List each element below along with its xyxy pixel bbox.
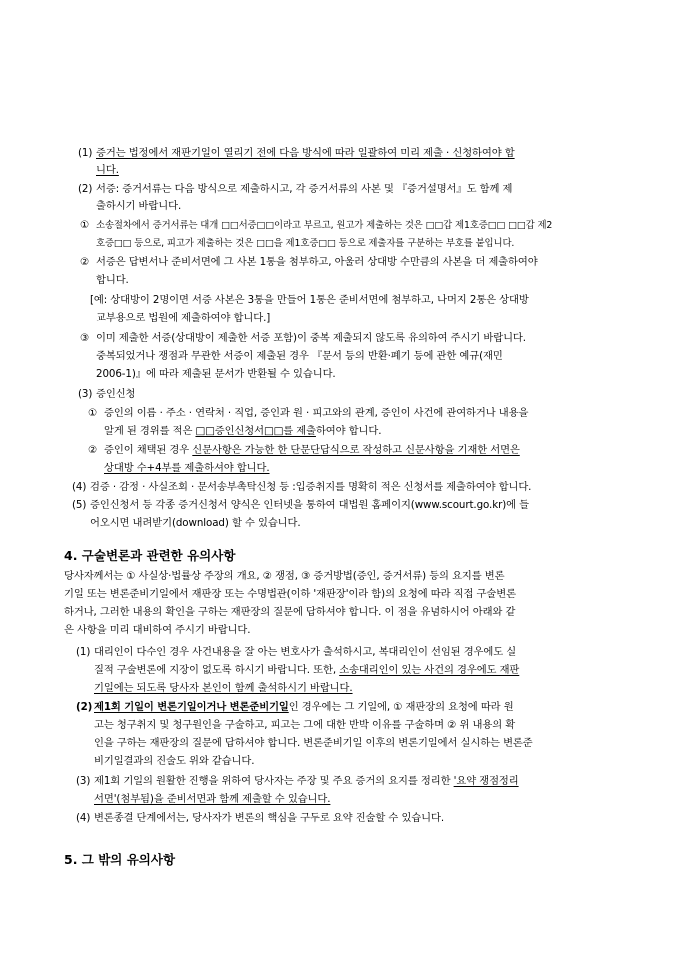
documentary-evidence-lead: 서증: 증거서류는 다음 방식으로 제출하시고, 각 증거서류의 사본 및 『증거설명서』도 함께 제: [96, 183, 513, 195]
item-text: 비기일결과의 진술도 위와 같습니다.: [94, 755, 255, 767]
text-run: 알게 된 경위를 적은: [104, 425, 196, 437]
sub-item-text: 중복되었거나 쟁점과 무관한 서증이 제출된 경우 『문서 등의 반환·폐기 등에 관한 예규(재민: [96, 350, 503, 362]
underlined-run: '요약 쟁점정리: [453, 775, 519, 787]
sub-item-text: 2006-1)』에 따라 제출된 문서가 반환될 수 있습니다.: [96, 368, 336, 380]
intro-line: 당사자께서는 ① 사실상·법률상 주장의 개요, ② 쟁점, ③ 증거방법(증인, 증거서류) 등의 요지를 변론: [64, 570, 505, 582]
evidence-notice-line: 증거는 법정에서 재판기일이 열리기 전에 다음 방식에 따라 일괄하여 미리 제출 · 신청하여야 합: [96, 147, 515, 159]
sub-marker: ②: [88, 444, 98, 456]
sub-marker: ②: [80, 256, 90, 268]
item-marker: (5): [72, 499, 87, 511]
sub-item-text: 호증□□ 등으로, 피고가 제출하는 것은 □□을 제1호증□□ 등으로 제출자를 구분하는 부호를 붙입니다.: [96, 238, 515, 249]
intro-line: 기일 또는 변론준비기일에서 재판장 또는 수명법관(이하 '재판장'이라 함)의 요청에 따라 직접 구술변론: [64, 588, 516, 600]
item-text: 대리인이 다수인 경우 사건내용을 잘 아는 변호사가 출석하시고, 복대리인이 선임된 경우에도 실: [94, 646, 517, 658]
item-marker: (2): [76, 701, 93, 713]
text-run: 제1회 기일의 원활한 진행을 위하여 당사자는 주장 및 주요 증거의 요지를 정리한: [94, 775, 454, 787]
section-heading: 5. 그 밖의 유의사항: [64, 852, 176, 867]
intro-line: 은 사항을 미리 대비하여 주시기 바랍니다.: [64, 624, 251, 636]
item-text: [94, 700, 514, 715]
text-run: 인 경우에는 그 기일에, ① 재판장의 요청에 따라 원: [288, 701, 514, 713]
bold-run: 제1회 기일이 변론기일이거나 변론준비기일: [94, 701, 289, 713]
sub-item-text: 서증은 답변서나 준비서면에 그 사본 1통을 첨부하고, 아울러 상대방 수만큼의 사본을 더 제출하여야: [96, 256, 538, 268]
section-heading: 4. 구술변론과 관련한 유의사항: [64, 548, 236, 563]
documentary-evidence-lead: 출하시기 바랍니다.: [96, 200, 182, 212]
item-text: [94, 774, 519, 789]
item-marker: (1): [76, 646, 91, 658]
item-marker: (4): [76, 812, 91, 824]
sub-marker: ①: [88, 407, 98, 419]
text-run: 질적 구술변론에 지장이 없도록 하시기 바랍니다. 또한,: [94, 664, 340, 676]
item-marker: (3): [76, 775, 91, 787]
item-marker: (4): [72, 481, 87, 493]
sub-marker: ①: [80, 219, 90, 231]
witness-application-title: 증인신청: [96, 388, 136, 400]
sub-item-text: [104, 443, 520, 458]
underlined-run: 신문사항은 가능한 한 단문단답식으로 작성하고 신문사항을 기재한 서면은: [192, 444, 520, 456]
sub-item-text: 합니다.: [96, 274, 129, 286]
underlined-run: □□증인신청서□□를 제출: [195, 425, 316, 437]
item-text: 검증 · 감정 · 사실조회 · 문서송부촉탁신청 등 :입증취지를 명확히 적은 신청서를 제출하여야 합니다.: [90, 481, 532, 493]
sub-item-text: [104, 424, 381, 439]
sub-item-text: 증인의 이름 · 주소 · 연락처 · 직업, 증인과 원 · 피고와의 관계, 증인이 사건에 관여하거나 내용을: [104, 407, 529, 419]
item-marker: (1): [78, 147, 93, 159]
item-marker: (3): [78, 388, 93, 400]
item-text: 기일에는 되도록 당사자 본인이 함께 출석하시기 바랍니다.: [94, 682, 353, 694]
sub-item-text: 소송절차에서 증거서류는 대개 □□서증□□이라고 부르고, 원고가 제출하는 것은 □□갑 제1호증□□ □□갑 제2: [96, 220, 553, 231]
item-marker: (2): [78, 183, 93, 195]
example-note: [예: 상대방이 2명이면 서증 사본은 3통을 만들어 1통은 준비서면에 첨부하고, 나머지 2통은 상대방: [90, 294, 529, 306]
item-text: 증인신청서 등 각종 증거신청서 양식은 인터넷을 통하여 대법원 홈페이지(www.scourt.go.kr)에 들: [90, 499, 530, 511]
item-text: [94, 663, 519, 678]
item-text: 고는 청구취지 및 청구원인을 구술하고, 피고는 그에 대한 반박 이유를 구술하며 ② 위 내용의 확: [94, 719, 516, 731]
sub-marker: ③: [80, 332, 90, 344]
example-note: 교부용으로 법원에 제출하여야 합니다.]: [96, 312, 271, 324]
underlined-run: 소송대리인이 있는 사건의 경우에도 재판: [339, 664, 520, 676]
text-run: 하여야 합니다.: [315, 425, 382, 437]
evidence-notice-line: 니다.: [96, 164, 119, 176]
item-text: 변론종결 단계에서는, 당사자가 변론의 핵심을 구두로 요약 진술할 수 있습니다.: [94, 812, 444, 824]
item-text: 인을 구하는 재판장의 질문에 답하셔야 합니다. 변론준비기일 이후의 변론기일에서 실시하는 변론준: [94, 737, 533, 749]
sub-item-text: 이미 제출한 서증(상대방이 제출한 서증 포함)이 중복 제출되지 않도록 유의하여 주시기 바랍니다.: [96, 332, 526, 344]
text-run: 증인이 채택된 경우: [104, 444, 193, 456]
item-text: 어오시면 내려받기(download) 할 수 있습니다.: [90, 517, 301, 529]
sub-item-text: 상대방 수+4부를 제출하셔야 합니다.: [104, 462, 270, 474]
item-text: 서면'(첨부됨)을 준비서면과 함께 제출할 수 있습니다.: [94, 793, 331, 805]
intro-line: 하거나, 그러한 내용의 확인을 구하는 재판장의 질문에 답하셔야 합니다. 이 점을 유념하시어 아래와 같: [64, 606, 516, 618]
